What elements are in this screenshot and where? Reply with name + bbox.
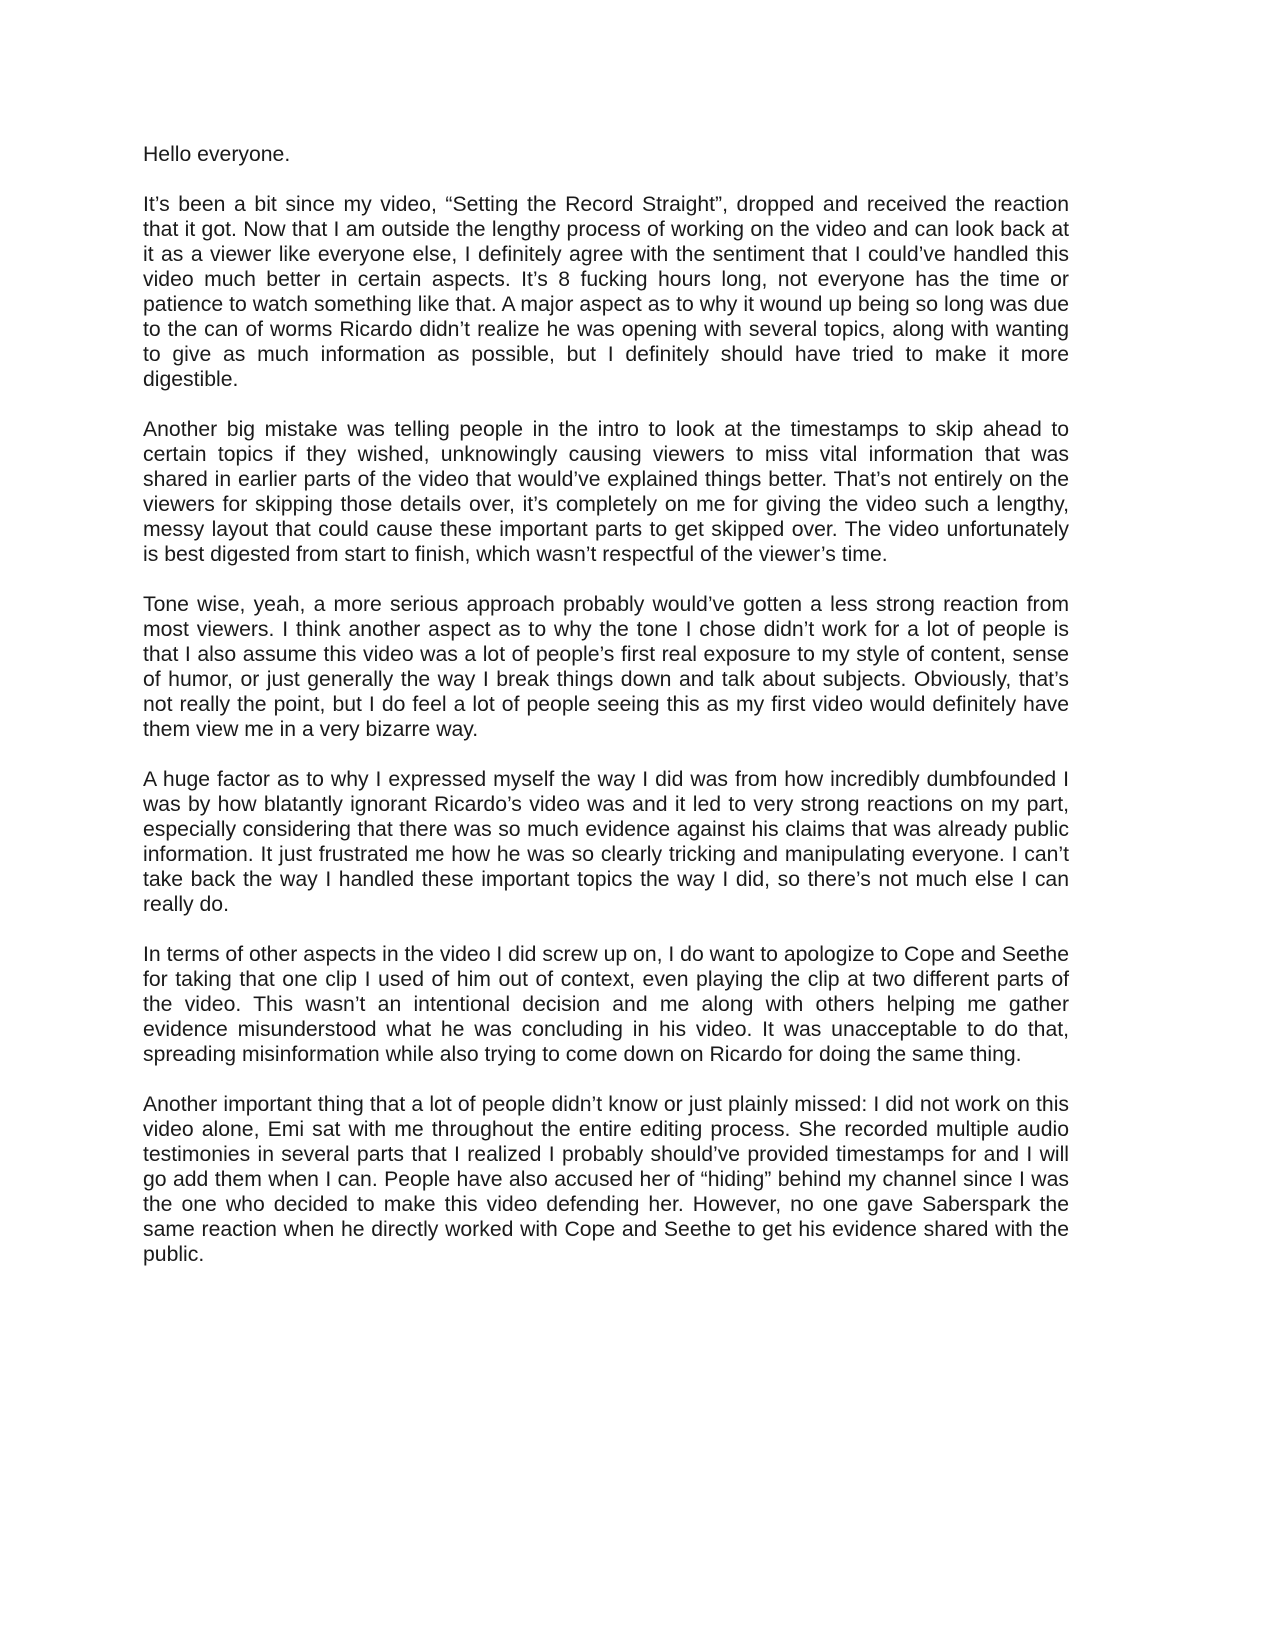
paragraph-collaboration: Another important thing that a lot of people didn’t know or just plainly missed: I did not work on this video alone, Emi sat with me throughout the entire editing process. She recorded multiple audio testimonies in several parts that I realized I probably should’ve provided timestamps for and I will go add them when I can. People have also accused her of “hiding” behind my channel since I was the one who decided to make this video defending her. However, no one gave Saberspark the same reaction when he directly worked with Cope and Seethe to get his evidence shared with the public.	[143, 1093, 1069, 1266]
paragraph-tone: Tone wise, yeah, a more serious approach probably would’ve gotten a less strong reaction from most viewers. I think another aspect as to why the tone I chose didn’t work for a lot of people is that I also assume this video was a lot of people’s first real exposure to my style of content, sense of humor, or just generally the way I break things down and talk about subjects. Obviously, that’s not really the point, but I do feel a lot of people seeing this as my first video would definitely have them view me in a very bizarre way.	[143, 593, 1069, 741]
document-page	[143, 142, 1069, 1292]
paragraph-video-length: It’s been a bit since my video, “Setting the Record Straight”, dropped and received the reaction that it got. Now that I am outside the lengthy process of working on the video and can look back at it as a viewer like everyone else, I definitely agree with the sentiment that I could’ve handled this video much better in certain aspects. It’s 8 fucking hours long, not everyone has the time or patience to watch something like that. A major aspect as to why it wound up being so long was due to the can of worms Ricardo didn’t realize he was opening with several topics, along with wanting to give as much information as possible, but I definitely should have tried to make it more digestible.	[143, 193, 1069, 391]
greeting: Hello everyone.	[143, 143, 291, 166]
paragraph-timestamps-mistake: Another big mistake was telling people in the intro to look at the timestamps to skip ahead to certain topics if they wished, unknowingly causing viewers to miss vital information that was shared in earlier parts of the video that would’ve explained things better. That’s not entirely on the viewers for skipping those details over, it’s completely on me for giving the video such a lengthy, messy layout that could cause these important parts to get skipped over. The video unfortunately is best digested from start to finish, which wasn’t respectful of the viewer’s time.	[143, 418, 1069, 566]
paragraph-expression: A huge factor as to why I expressed myself the way I did was from how incredibly dumbfounded I was by how blatantly ignorant Ricardo’s video was and it led to very strong reactions on my part, especially considering that there was so much evidence against his claims that was already public information. It just frustrated me how he was so clearly tricking and manipulating everyone. I can’t take back the way I handled these important topics the way I did, so there’s not much else I can really do.	[143, 768, 1069, 916]
paragraph-apology: In terms of other aspects in the video I did screw up on, I do want to apologize to Cope and Seethe for taking that one clip I used of him out of context, even playing the clip at two different parts of the video. This wasn’t an intentional decision and me along with others helping me gather evidence misunderstood what he was concluding in his video. It was unacceptable to do that, spreading misinformation while also trying to come down on Ricardo for doing the same thing.	[143, 943, 1069, 1066]
